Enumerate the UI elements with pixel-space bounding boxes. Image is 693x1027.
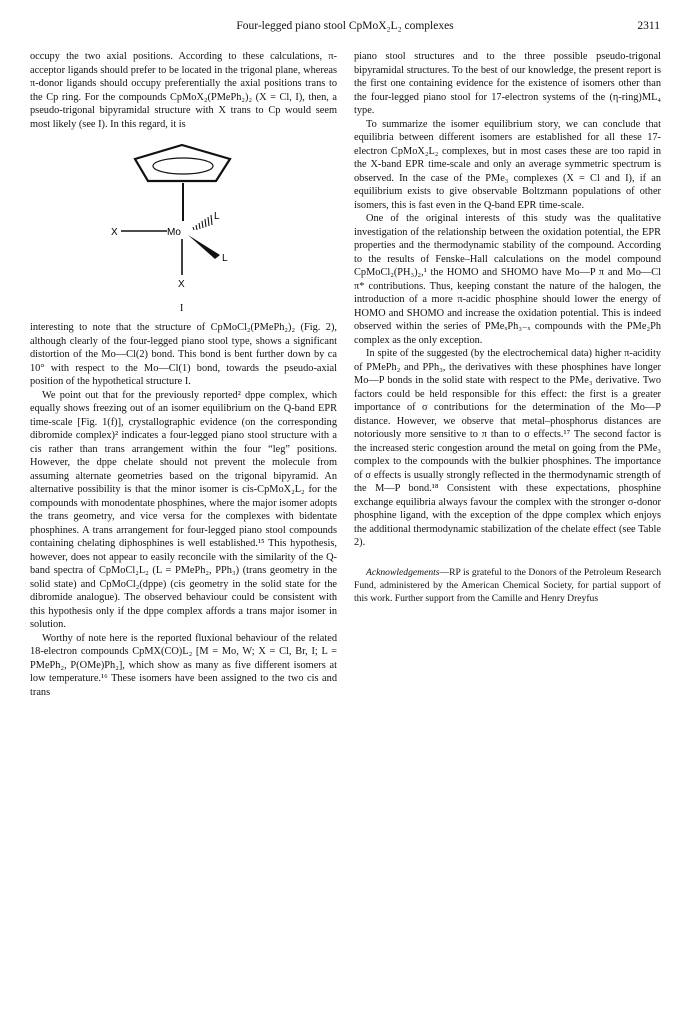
right-column: [354, 50, 661, 605]
structure-figure-I: [30, 135, 337, 315]
right-paragraph-1: piano stool structures and to the three possible pseudo-trigonal bipyramidal structures. To the best of our knowledge, the present report is the first one containing evidence for the existence of isomers other than the four-legged piano stool for 17-electron systems of the (η-ring)ML₄ type.: [354, 51, 661, 116]
right-paragraph-3: One of the original interests of this study was the qualitative investigation of the relationship between the oxidation potential, the EPR properties and the thermodynamic stability of the compound. According to the results of Fenske–Hall calculations on the model compound CpMoCl₂(PH₃)₂,¹ the HOMO and SHOMO have Mo—P π and Mo—Cl π* contributions. Thus, keeping constant the nature of the halogen, the introduction of a more π-acidic phosphine should lower the energy of HOMO and SHOMO and increase the oxidation potential. This is indeed observed within the series of PMeₓPh₃₋ₓ compounds with the PMe₂Ph complex as the only exception.: [354, 213, 661, 346]
running-header: [30, 20, 660, 36]
right-paragraph-4: In spite of the suggested (by the electrochemical data) higher π-acidity of PMePh₂ and PPh₃, the derivatives with these phosphines have longer Mo—P bonds in the solid state with respect to the PMe₃ derivative. Two factors could be held responsible for this effect: the first is a greater importance of σ contributions for the determination of the Mo—P distance. However, we observe that metal–phosphorus distances are notoriously more sensitive to π than to σ effects.¹⁷ The second factor is the increased steric congestion around the metal on going from the PMe₃ complex to the compounds with the bulkier phosphines. The importance of σ effects is usually strongly reflected in the thermodynamic strength of the M—P bond.¹⁸ Consistent with these expectations, phosphine exchange equilibria always favour the complex with the stronger σ-donor phosphine ligand, with the exception of the dppe complex which enjoys the additional thermodynamic stabilization of the chelate effect (see Table 2).: [354, 348, 661, 548]
cp-ring-outer: [135, 145, 230, 181]
structure-label: I: [180, 303, 184, 314]
left-paragraph-2: interesting to note that the structure of CpMoCl₂(PMePh₂)₂ (Fig. 2), although clearly of the four-legged piano stool type, shows a significant distortion of the Mo—Cl(2) bond. This bond is bent further down by ca 10° with respect to the Mo—Cl(1) bond, towards the pseudo-axial position of the hypothetical structure I.: [30, 322, 337, 387]
acknowledgements-heading: Acknowledgements: [366, 566, 440, 578]
metal-atom-label: Mo: [167, 227, 181, 238]
ligand-l-upper-label: L: [214, 211, 220, 222]
left-column: [30, 50, 337, 699]
cp-ring-inner: [153, 158, 213, 174]
hashed-wedge-mo-l: [193, 215, 212, 230]
acknowledgements: [354, 566, 661, 605]
ligand-x-left-label: X: [111, 227, 118, 238]
running-title: Four-legged piano stool CpMoX₂L₂ complexes: [236, 20, 454, 32]
ligand-x-axial-label: X: [178, 279, 185, 290]
right-paragraph-2: To summarize the isomer equilibrium story, we can conclude that equilibria between different isomers are established for all these 17-electron CpMoX₂L₂ complexes, but in most cases these are too rapid in the X-band EPR time-scale and only an average symmetric spectrum is observed. In the case of the PMe₃ complexes (X = Cl and I), if an equilibrium exists to give observable Boltzmann populations of other isomers, this is fast even in the Q-band EPR time-scale.: [354, 118, 661, 211]
left-paragraph-1: occupy the two axial positions. According to these calculations, π-acceptor ligands should prefer to be located in the trigonal plane, whereas π-donor ligands should occupy preferentially the axial positions trans to the Cp ring. For the compounds CpMoX₂(PMePh₂)₂ (X = Cl, I), then, a pseudo-trigonal bipyramidal structure with X trans to Cp would seem most likely (see I). In this regard, it is: [30, 51, 337, 130]
left-paragraph-4: Worthy of note here is the reported fluxional behaviour of the related 18-electron compounds CpMX(CO)L₂ [M = Mo, W; X = Cl, Br, I; L = PMePh₂, P(OMe)Ph₂], which show as many as five different isomers at low temperature.¹⁶ These isomers have been assigned to the two cis and trans: [30, 632, 337, 698]
ligand-l-lower-label: L: [222, 253, 228, 264]
piano-stool-structure-diagram: [30, 135, 337, 315]
left-paragraph-3: We point out that for the previously reported² dppe complex, which equally shows freezing out of an isomer equilibrium on the Q-band EPR time-scale [Fig. 1(f)], crystallographic evidence (on the corresponding dibromide complex)² indicates a four-legged piano stool structure with a cis rather than trans arrangement within the four “leg” positions. However, the dppe chelate should not prevent the molecule from assuming alternate geometries based on the trigonal bipyramid. An alternative possibility is that the minor isomer is cis-CpMoX₂L₂ for the compounds with monodentate phosphines, where the major isomer adopts the trans geometry, and vice versa for the complexes with bidentate phosphines. A trans arrangement for four-legged piano stool compounds containing chelating diphosphines is well established.¹⁵ This hypothesis, however, does not appear to easily reconcile with the similarity of the Q-band spectra of CpMoCl₂L₂ (L = PMePh₂, PPh₃) (trans geometry in the solid state) and CpMoCl₂(dppe) (cis geometry in the solid state for the dibromide analogue). The observed behaviour could be consistent with this hypothesis only if the dppe complex affords a trans major isomer in solution.: [30, 389, 337, 630]
page-number: 2311: [637, 20, 660, 32]
solid-wedge-mo-l: [188, 235, 220, 259]
acknowledgements-text: —RP is grateful to the Donors of the Petroleum Research Fund, administered by the American Chemical Society, for partial support of this work. Further support from the Camille and Henry Dreyfus: [354, 566, 661, 604]
